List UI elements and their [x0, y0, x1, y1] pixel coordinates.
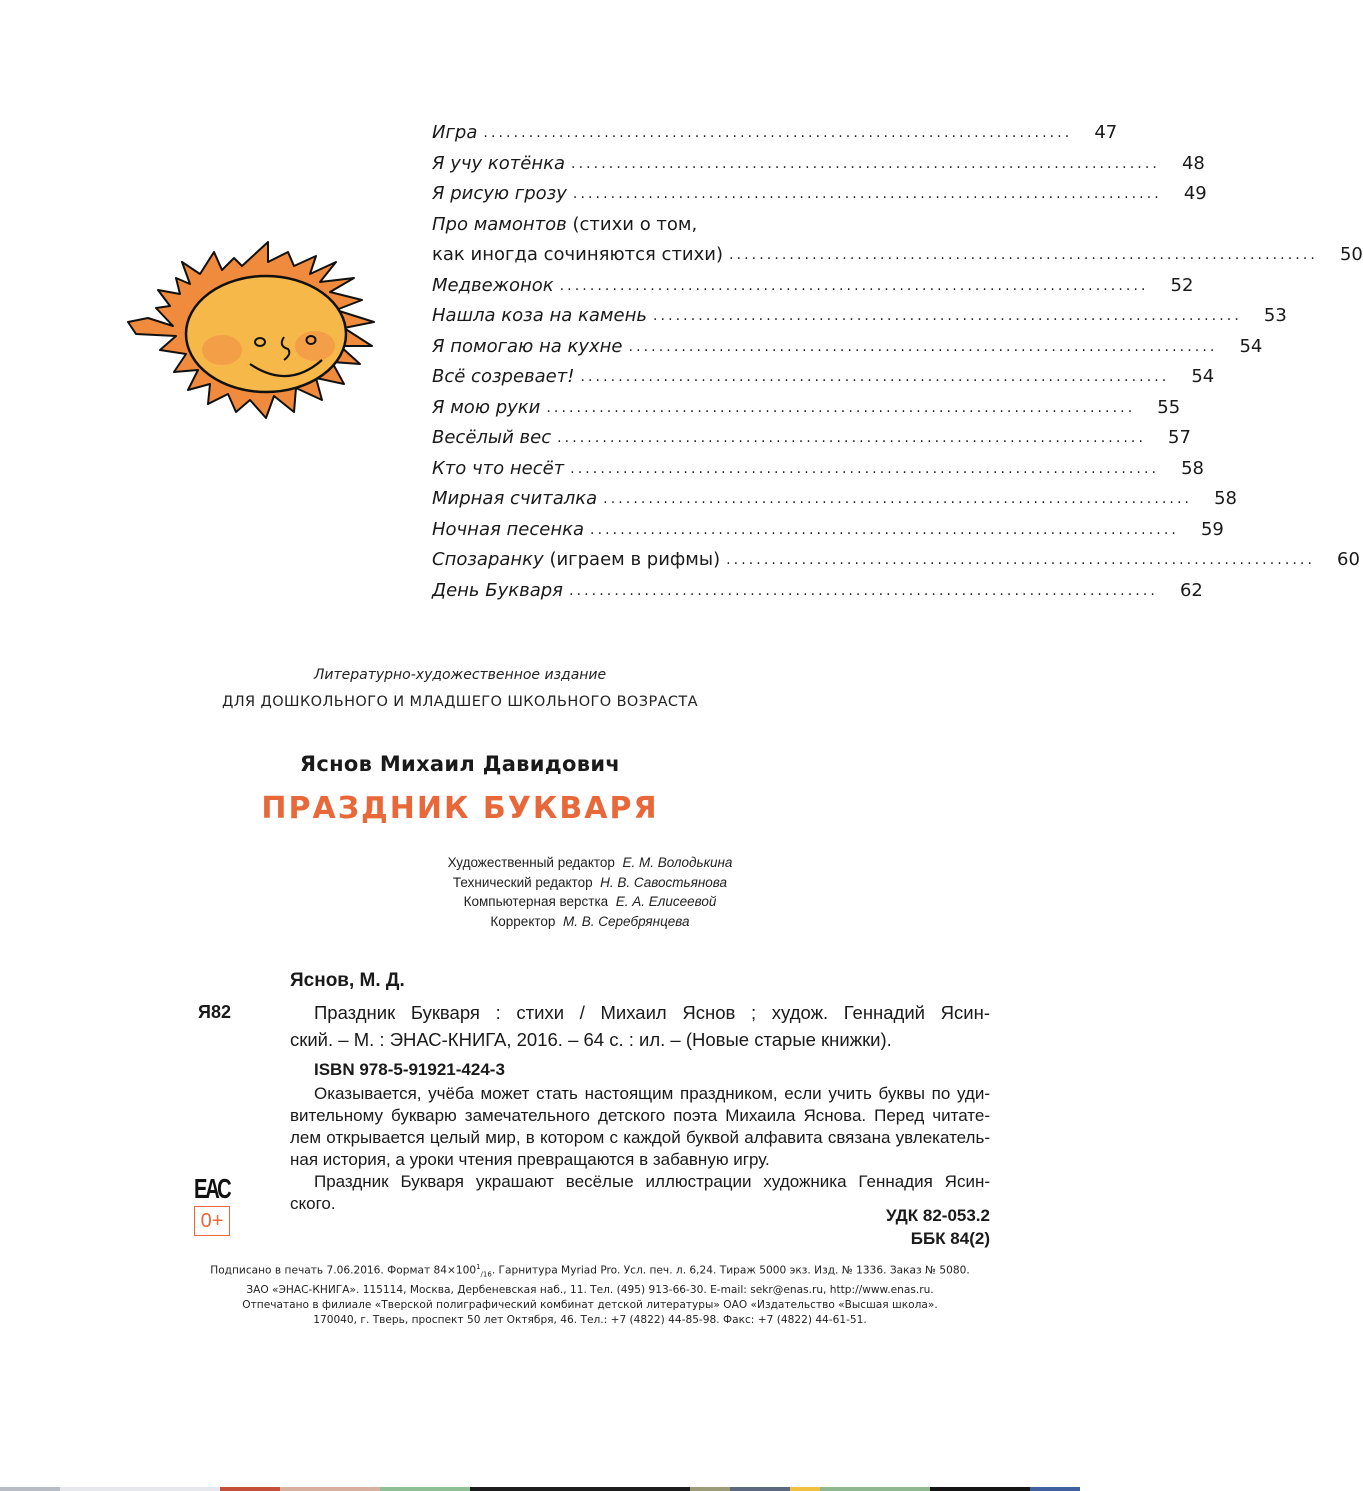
toc-entry — [432, 271, 1194, 302]
toc-entry-title — [432, 118, 483, 149]
book-title: ПРАЗДНИК БУКВАРЯ — [261, 791, 659, 826]
toc-title-italic: Я рисую грозу — [432, 183, 567, 204]
imprint-text: Подписано в печать 7.06.2016. Формат 84×100 — [210, 1264, 477, 1277]
credit-name: Н. В. Савостьянова — [600, 874, 728, 890]
toc-entry-title — [432, 454, 570, 485]
author-full-name: Яснов Михаил Давидович — [299, 752, 621, 776]
toc-entry-title — [432, 576, 569, 607]
toc-entry-title — [432, 301, 653, 332]
toc-entry-title — [432, 545, 726, 576]
toc-entry — [432, 362, 1215, 393]
imprint-line — [190, 1260, 990, 1283]
toc-entry — [432, 484, 1237, 515]
publication-type: Литературно-художественное издание — [313, 667, 607, 683]
toc-entry — [432, 545, 1360, 576]
toc-title-line — [432, 210, 723, 241]
toc-title-italic: День Букваря — [432, 579, 564, 601]
annotation-paragraph — [290, 1083, 990, 1105]
imprint-sub: /16 — [480, 1270, 492, 1279]
toc-title-extra: (стихи о том, — [572, 213, 698, 235]
toc-page-number: 48 — [1181, 152, 1205, 174]
dot-leader: .............................................................................. — [557, 430, 1147, 446]
toc-entry-title — [432, 149, 571, 180]
credit-line — [400, 892, 780, 912]
dot-leader: .............................................................................. — [572, 186, 1162, 202]
biblio-desc-line: ский. – М. : ЭНАС-КНИГА, 2016. – 64 с. : ил. – (Новые старые книжки). — [290, 1029, 892, 1050]
toc-title-italic: Про мамонтов — [432, 213, 567, 235]
toc-page-number: 59 — [1200, 518, 1224, 540]
eac-mark-icon: ЕАС — [194, 1173, 230, 1204]
toc-entry — [432, 118, 1118, 149]
toc-entry — [432, 301, 1287, 332]
toc-entry — [432, 454, 1204, 485]
annotation-line: Оказывается, учёба может стать настоящим праздником, если учить буквы по уди- — [314, 1084, 990, 1103]
toc-entry-title — [432, 179, 573, 210]
toc-page-number: 54 — [1239, 335, 1263, 357]
dot-leader: .............................................................................. — [628, 338, 1218, 355]
annotation-line: ная история, а уроки чтения превращаются в забавную игру. — [290, 1150, 770, 1169]
toc-title-italic: Спозаранку — [432, 549, 544, 570]
toc-entry — [432, 210, 1363, 271]
toc-page-number: 55 — [1157, 396, 1181, 418]
credit-name: Е. М. Володькина — [622, 855, 733, 870]
toc-page-number: 54 — [1191, 366, 1215, 387]
credit-line — [400, 853, 780, 873]
toc-entry — [432, 393, 1181, 424]
table-of-contents — [432, 118, 1363, 606]
toc-title-italic: Игра — [432, 122, 478, 143]
toc-title-italic: Я помогаю на кухне — [432, 335, 623, 357]
credit-line — [400, 912, 780, 932]
toc-page-number: 52 — [1170, 274, 1194, 296]
dot-leader: .............................................................................. — [571, 155, 1160, 172]
author-mark-code: Я82 — [198, 1002, 231, 1022]
imprint-text: . Гарнитура Myriad Pro. Усл. печ. л. 6,24. Тираж 5000 экз. Изд. № 1336. Заказ № 5080. — [491, 1264, 970, 1277]
annotation-line: Праздник Букваря украшают весёлые иллюстрации художника Геннадия Ясин- — [314, 1172, 990, 1191]
toc-page-number: 57 — [1168, 427, 1191, 448]
toc-title-italic: Я учу котёнка — [432, 152, 566, 174]
annotation-line: вительному букварю замечательного детского поэта Михаила Яснова. Перед читате- — [290, 1106, 990, 1125]
toc-entry — [432, 576, 1203, 607]
dot-leader: .............................................................................. — [546, 399, 1136, 416]
dot-leader: .............................................................................. — [570, 460, 1160, 477]
certification-marks — [194, 1175, 234, 1236]
toc-entry-title — [432, 484, 603, 515]
dot-leader: .............................................................................. — [483, 125, 1073, 141]
toc-title-italic: Кто что несёт — [432, 457, 565, 479]
toc-title-italic: Я мою руки — [432, 396, 541, 418]
imprint-line: 170040, г. Тверь, проспект 50 лет Октября, 46. Тел.: +7 (4822) 44-85-98. Факс: +7 (4822) 44-61-51. — [313, 1314, 867, 1327]
toc-page-number: 62 — [1179, 579, 1203, 601]
biblio-author: Яснов, М. Д. — [290, 970, 405, 991]
toc-title-italic: Всё созревает! — [432, 366, 575, 387]
isbn: ISBN 978-5-91921-424-3 — [314, 1060, 505, 1079]
imprint — [190, 1260, 990, 1328]
credit-line — [400, 873, 780, 893]
toc-title-italic: Весёлый вес — [432, 427, 552, 448]
dot-leader: .............................................................................. — [729, 247, 1318, 263]
left-cheek — [202, 335, 242, 365]
toc-title-italic: Нашла коза на камень — [432, 305, 647, 326]
toc-page-number: 60 — [1337, 549, 1360, 570]
toc-entry — [432, 423, 1191, 454]
toc-page-number: 49 — [1183, 183, 1207, 204]
smiling-sun-icon — [118, 222, 398, 427]
imprint-line: ЗАО «ЭНАС-КНИГА». 115114, Москва, Дербеневская наб., 11. Тел. (495) 913-66-30. E-mail: sekr@enas.ru, http://www.enas.ru. — [246, 1283, 934, 1296]
toc-title-line: как иногда сочиняются стихи) — [432, 244, 724, 265]
credit-role: Художественный редактор — [447, 855, 615, 870]
annotation — [290, 1083, 990, 1215]
toc-entry-title — [432, 393, 546, 424]
audience-label: ДЛЯ ДОШКОЛЬНОГО И МЛАДШЕГО ШКОЛЬНОГО ВОЗРАСТА — [221, 694, 699, 710]
credit-name: Е. А. Елисеевой — [615, 894, 717, 909]
classification-codes — [886, 1204, 990, 1250]
toc-entry — [432, 179, 1207, 210]
imprint-sup: 1 — [476, 1263, 481, 1271]
toc-title-italic: Мирная считалка — [432, 488, 598, 509]
toc-title-italic: Медвежонок — [432, 274, 554, 296]
toc-entry-title — [432, 362, 580, 393]
toc-entry — [432, 515, 1224, 546]
dot-leader: .............................................................................. — [580, 369, 1170, 385]
toc-page-number: 58 — [1214, 488, 1237, 509]
toc-page-number: 50 — [1339, 244, 1363, 265]
credit-role: Технический редактор — [452, 874, 593, 890]
toc-title-extra: (играем в рифмы) — [549, 549, 721, 570]
toc-entry-title — [432, 210, 729, 271]
annotation-paragraph — [290, 1171, 990, 1193]
age-rating-badge: 0+ — [194, 1206, 230, 1236]
dot-leader: .............................................................................. — [559, 277, 1149, 294]
credit-name: М. В. Серебрянцева — [562, 913, 690, 929]
toc-page-number: 53 — [1263, 305, 1287, 326]
toc-entry — [432, 149, 1205, 180]
toc-page-number: 58 — [1181, 457, 1204, 479]
dot-leader: .............................................................................. — [569, 582, 1158, 599]
annotation-line: лем открывается целый мир, в котором с каждой буквой алфавита связана увлекатель- — [290, 1128, 990, 1147]
dot-leader: .............................................................................. — [590, 521, 1179, 538]
right-cheek — [295, 331, 335, 361]
biblio-desc-line: Праздник Букваря : стихи / Михаил Яснов ; худож. Геннадий Ясин- — [314, 1002, 990, 1023]
toc-entry-title — [432, 423, 557, 454]
credits — [400, 853, 780, 931]
credit-role: Компьютерная верстка — [463, 894, 609, 909]
dot-leader: .............................................................................. — [726, 552, 1316, 568]
annotation-line: ского. — [290, 1194, 336, 1213]
credit-role: Корректор — [490, 913, 556, 929]
scan-edge-strip — [0, 1487, 1080, 1491]
toc-entry-title — [432, 332, 629, 363]
bbk-code: ББК 84(2) — [910, 1229, 990, 1248]
dot-leader: .............................................................................. — [652, 308, 1242, 324]
biblio-description — [290, 999, 990, 1053]
imprint-line: Отпечатано в филиале «Тверской полиграфический комбинат детской литературы» ОАО «Издательство «Высшая школа». — [242, 1299, 938, 1312]
toc-entry-title — [432, 515, 590, 546]
toc-title-italic: Ночная песенка — [432, 518, 585, 540]
toc-entry — [432, 332, 1263, 363]
toc-page-number: 47 — [1094, 122, 1118, 143]
toc-entry-title — [432, 271, 560, 302]
udk-code: УДК 82-053.2 — [885, 1206, 990, 1225]
dot-leader: .............................................................................. — [603, 491, 1193, 507]
